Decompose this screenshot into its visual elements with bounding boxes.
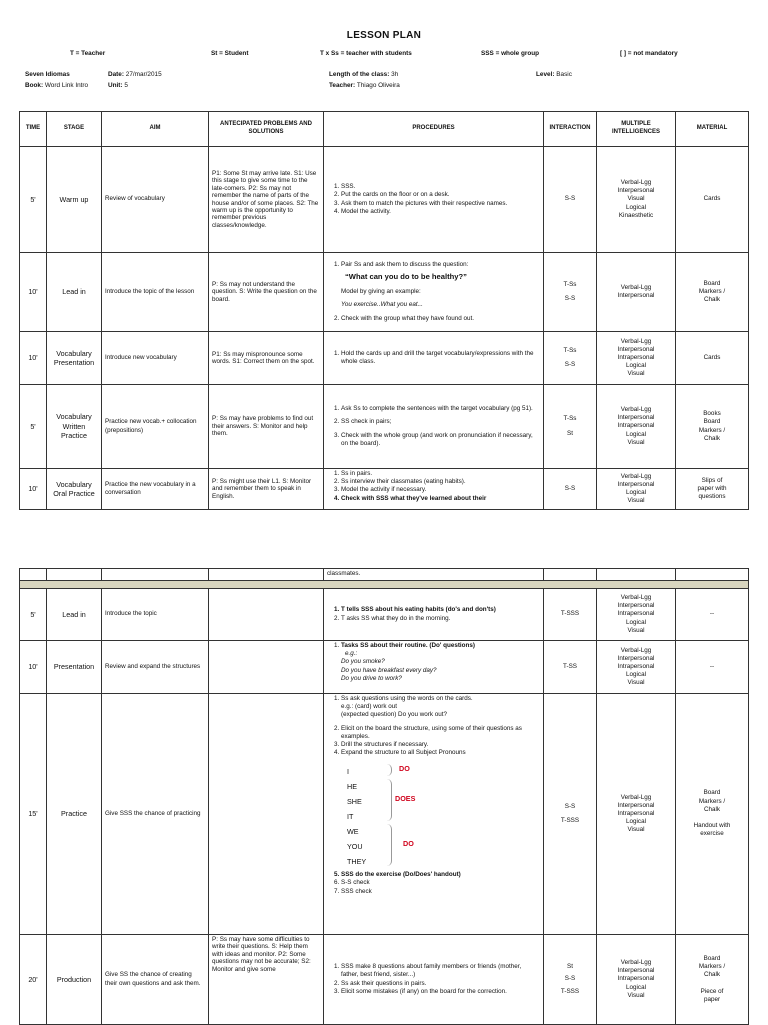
row-mi: Verbal-Lgg Interpersonal Logical Visual	[597, 469, 676, 510]
list-item: 6. S-S check	[341, 879, 540, 887]
row-material: Slips of paper with questions	[676, 469, 749, 510]
list-item: 2. Elicit on the board the structure, using some of their questions as examples.	[341, 725, 540, 741]
date-info: Date: 27/mar/2015	[108, 71, 162, 78]
list-item: 1. Ask Ss to complete the sentences with the target vocabulary (pg 51).	[341, 405, 540, 413]
row-time: 10'	[20, 332, 47, 385]
row-problems	[209, 589, 324, 641]
row-mi: Verbal-Lgg Interpersonal Intrapersonal Logical Visual	[597, 935, 676, 1025]
header-interaction: INTERACTION	[544, 112, 597, 147]
table-row	[20, 935, 749, 1025]
row-material: Board Markers / Chalk	[676, 253, 749, 332]
row-time: 10'	[20, 469, 47, 510]
level-info: Level: Basic	[536, 71, 572, 78]
does-label: DOES	[395, 794, 416, 804]
row-procedures	[324, 385, 544, 469]
pronoun: SHE	[347, 797, 362, 807]
table-row	[20, 641, 749, 694]
row-material: Cards	[676, 147, 749, 253]
list-item: 3. Elicit some mistakes (if any) on the board for the correction.	[341, 988, 540, 996]
list-item: 1. Tasks SS about their routine. (Do' questions) e.g.: Do you smoke? Do you have breakfast every day? Do you drive to work?	[341, 642, 540, 683]
brace	[387, 824, 392, 866]
book-info: Book: Word Link Intro	[25, 82, 89, 89]
length-info: Length of the class: 3h	[329, 71, 399, 78]
row-mi: Verbal-Lgg Interpersonal Visual Logical Kinaesthetic	[597, 147, 676, 253]
row-interaction: T-Ss S-S	[544, 253, 597, 332]
list-item: 1. Pair Ss and ask them to discuss the question: “What can you do to be healthy?” Model by giving an example: You exercise..What you eat...	[341, 261, 540, 309]
row-problems	[209, 641, 324, 694]
row-time: 10'	[20, 253, 47, 332]
row-stage: Warm up	[47, 147, 102, 253]
row-interaction: S-S T-SSS	[544, 694, 597, 935]
pronoun: WE	[347, 827, 359, 837]
row-problems: P1: Some St may arrive late. S1: Use this stage to give some time to the late-comers. P2: Ss may not remember the name of parts of the house and/or of some places. S2: The warm up is the opportunity to remember previous classes/knowledge.	[209, 147, 324, 253]
list-item: 1. Hold the cards up and drill the target vocabulary/expressions with the whole class.	[341, 350, 540, 366]
list-item: 2. Ss ask their questions in pairs.	[341, 980, 540, 988]
row-time: 15'	[20, 694, 47, 935]
pronoun: I	[347, 767, 349, 777]
teacher-info: Teacher: Thiago Oliveira	[329, 82, 400, 89]
row-material: Books Board Markers / Chalk	[676, 385, 749, 469]
legend-student: St = Student	[211, 50, 249, 57]
lesson-plan-table-2	[19, 568, 749, 1025]
list-item: 2. Ss interview their classmates (eating habits).	[341, 478, 540, 486]
list-item: 3. Drill the structures if necessary.	[341, 741, 540, 749]
row-interaction: S-S	[544, 147, 597, 253]
row-aim: Practice the new vocabulary in a conversation	[102, 469, 209, 510]
row-mi: Verbal-Lgg Interpersonal Intrapersonal Logical Visual	[597, 332, 676, 385]
row-procedures	[324, 589, 544, 641]
separator-row	[20, 581, 749, 589]
row-interaction: T-SSS	[544, 589, 597, 641]
table-row	[20, 469, 749, 510]
row-interaction: T-Ss S-S	[544, 332, 597, 385]
legend-whole-group: SSS = whole group	[481, 50, 540, 57]
list-item: 1. Ss in pairs.	[341, 470, 540, 478]
row-stage: Vocabulary Oral Practice	[47, 469, 102, 510]
list-item: 2. Check with the group what they have found out.	[341, 315, 540, 323]
row-stage: Vocabulary Written Practice	[47, 385, 102, 469]
row-interaction: S-S	[544, 469, 597, 510]
row-stage: Lead in	[47, 589, 102, 641]
row-aim: Introduce the topic of the lesson	[102, 253, 209, 332]
pronoun: HE	[347, 782, 357, 792]
row-procedures	[324, 253, 544, 332]
row-aim: Review and expand the structures	[102, 641, 209, 694]
pronoun: THEY	[347, 857, 367, 867]
row-stage: Practice	[47, 694, 102, 935]
row-stage: Production	[47, 935, 102, 1025]
header-row	[20, 112, 749, 147]
list-item: 2. Put the cards on the floor or on a desk.	[341, 191, 540, 199]
row-procedures	[324, 147, 544, 253]
legend-not-mandatory: [ ] = not mandatory	[620, 50, 678, 57]
unit-info: Unit: 5	[108, 82, 128, 89]
table-row	[20, 385, 749, 469]
row-problems	[209, 694, 324, 935]
do-label: DO	[403, 839, 414, 849]
row-problems: P: Ss may have problems to find out their answers. S: Monitor and help them.	[209, 385, 324, 469]
row-mi: Verbal-Lgg Interpersonal Intrapersonal Logical Visual	[597, 694, 676, 935]
list-item: 2. SS check in pairs;	[341, 418, 540, 426]
row-aim: Introduce new vocabulary	[102, 332, 209, 385]
row-procedures	[324, 694, 544, 935]
row-stage: Lead in	[47, 253, 102, 332]
row-problems: P1: Ss may mispronounce some words. S1: Correct them on the spot.	[209, 332, 324, 385]
row-interaction: T-SS	[544, 641, 597, 694]
row-problems: P: Ss may not understand the question. S: Write the question on the board.	[209, 253, 324, 332]
row-mi: Verbal-Lgg Interpersonal	[597, 253, 676, 332]
row-procedures	[324, 935, 544, 1025]
row-aim: Introduce the topic	[102, 589, 209, 641]
row-material: --	[676, 641, 749, 694]
list-item: 3. Check with the whole group (and work on pronunciation if necessary, on the board).	[341, 432, 540, 448]
row-material: Board Markers / Chalk Piece of paper	[676, 935, 749, 1025]
table-row	[20, 569, 749, 581]
row-procedures	[324, 332, 544, 385]
row-time: 5'	[20, 385, 47, 469]
row-aim: Review of vocabulary	[102, 147, 209, 253]
school-name: Seven Idiomas	[25, 71, 70, 78]
table-row	[20, 147, 749, 253]
page-title: LESSON PLAN	[346, 30, 422, 41]
row-time: 20'	[20, 935, 47, 1025]
header-problems: ANTECIPATED PROBLEMS AND SOLUTIONS	[209, 112, 324, 147]
header-procedures: PROCEDURES	[324, 112, 544, 147]
header-material: MATERIAL	[676, 112, 749, 147]
row-time: 5'	[20, 147, 47, 253]
row-procedures	[324, 641, 544, 694]
table-row	[20, 694, 749, 935]
row-aim: Give SS the chance of creating their own questions and ask them.	[102, 935, 209, 1025]
list-item: 4. Model the activity.	[341, 208, 540, 216]
row-mi: Verbal-Lgg Interpersonal Intrapersonal Logical Visual	[597, 641, 676, 694]
row-mi: Verbal-Lgg Interpersonal Intrapersonal Logical Visual	[597, 385, 676, 469]
row-problems: P: Ss might use their L1. S: Monitor and remember them to speak in English.	[209, 469, 324, 510]
row-mi: Verbal-Lgg Interpersonal Intrapersonal Logical Visual	[597, 589, 676, 641]
pronoun: IT	[347, 812, 354, 822]
header-time: TIME	[20, 112, 47, 147]
row-interaction: T-Ss St	[544, 385, 597, 469]
table-row	[20, 253, 749, 332]
lesson-plan-table-1	[19, 111, 749, 510]
brace	[387, 779, 392, 821]
list-item: 7. SSS check	[341, 888, 540, 896]
row-time: 5'	[20, 589, 47, 641]
continued-text: classmates.	[324, 569, 544, 581]
row-stage: Presentation	[47, 641, 102, 694]
row-time: 10'	[20, 641, 47, 694]
list-item: 1. T tells SSS about his eating habits (do's and don'ts)	[341, 606, 540, 614]
header-aim: AIM	[102, 112, 209, 147]
list-item: 3. Ask them to match the pictures with their respective names.	[341, 200, 540, 208]
row-material: --	[676, 589, 749, 641]
legend-teacher-students: T x Ss = teacher with students	[320, 50, 412, 57]
list-item: 2. T asks SS what they do in the morning.	[341, 615, 540, 623]
discussion-question: “What can you do to be healthy?”	[345, 272, 467, 282]
list-item: 4. Expand the structure to all Subject Pronouns	[341, 749, 540, 757]
list-item: 5. SSS do the exercise (Do/Does' handout)	[341, 871, 540, 879]
row-aim: Give SSS the chance of practicing	[102, 694, 209, 935]
row-material: Cards	[676, 332, 749, 385]
legend-teacher: T = Teacher	[70, 50, 106, 57]
table-row	[20, 589, 749, 641]
list-item: 4. Check with SSS what they've learned about their	[341, 495, 540, 503]
list-item: 1. SSS.	[341, 183, 540, 191]
header-mi: MULTIPLE INTELLIGENCES	[597, 112, 676, 147]
table-row	[20, 332, 749, 385]
row-aim: Practice new vocab.+ collocation (prepositions)	[102, 385, 209, 469]
row-procedures	[324, 469, 544, 510]
pronoun-chart	[347, 764, 540, 871]
row-interaction: St S-S T-SSS	[544, 935, 597, 1025]
pronoun: YOU	[347, 842, 363, 852]
row-material: Board Markers / Chalk Handout with exercise	[676, 694, 749, 935]
list-item: 1. SSS make 8 questions about family members or friends (mother, father, best friend, sister...)	[341, 963, 540, 979]
row-stage: Vocabulary Presentation	[47, 332, 102, 385]
header-stage: STAGE	[47, 112, 102, 147]
list-item: 3. Model the activity if necessary.	[341, 486, 540, 494]
do-label: DO	[399, 764, 410, 774]
list-item: 1. Ss ask questions using the words on the cards. e.g.: (card) work out (expected question) Do you work out?	[341, 695, 540, 720]
row-problems: P: Ss may have some difficulties to write their questions. S: Help them with ideas and monitor. P2: Some questions may not be accurate; S2: Monitor and give some	[209, 935, 324, 1025]
